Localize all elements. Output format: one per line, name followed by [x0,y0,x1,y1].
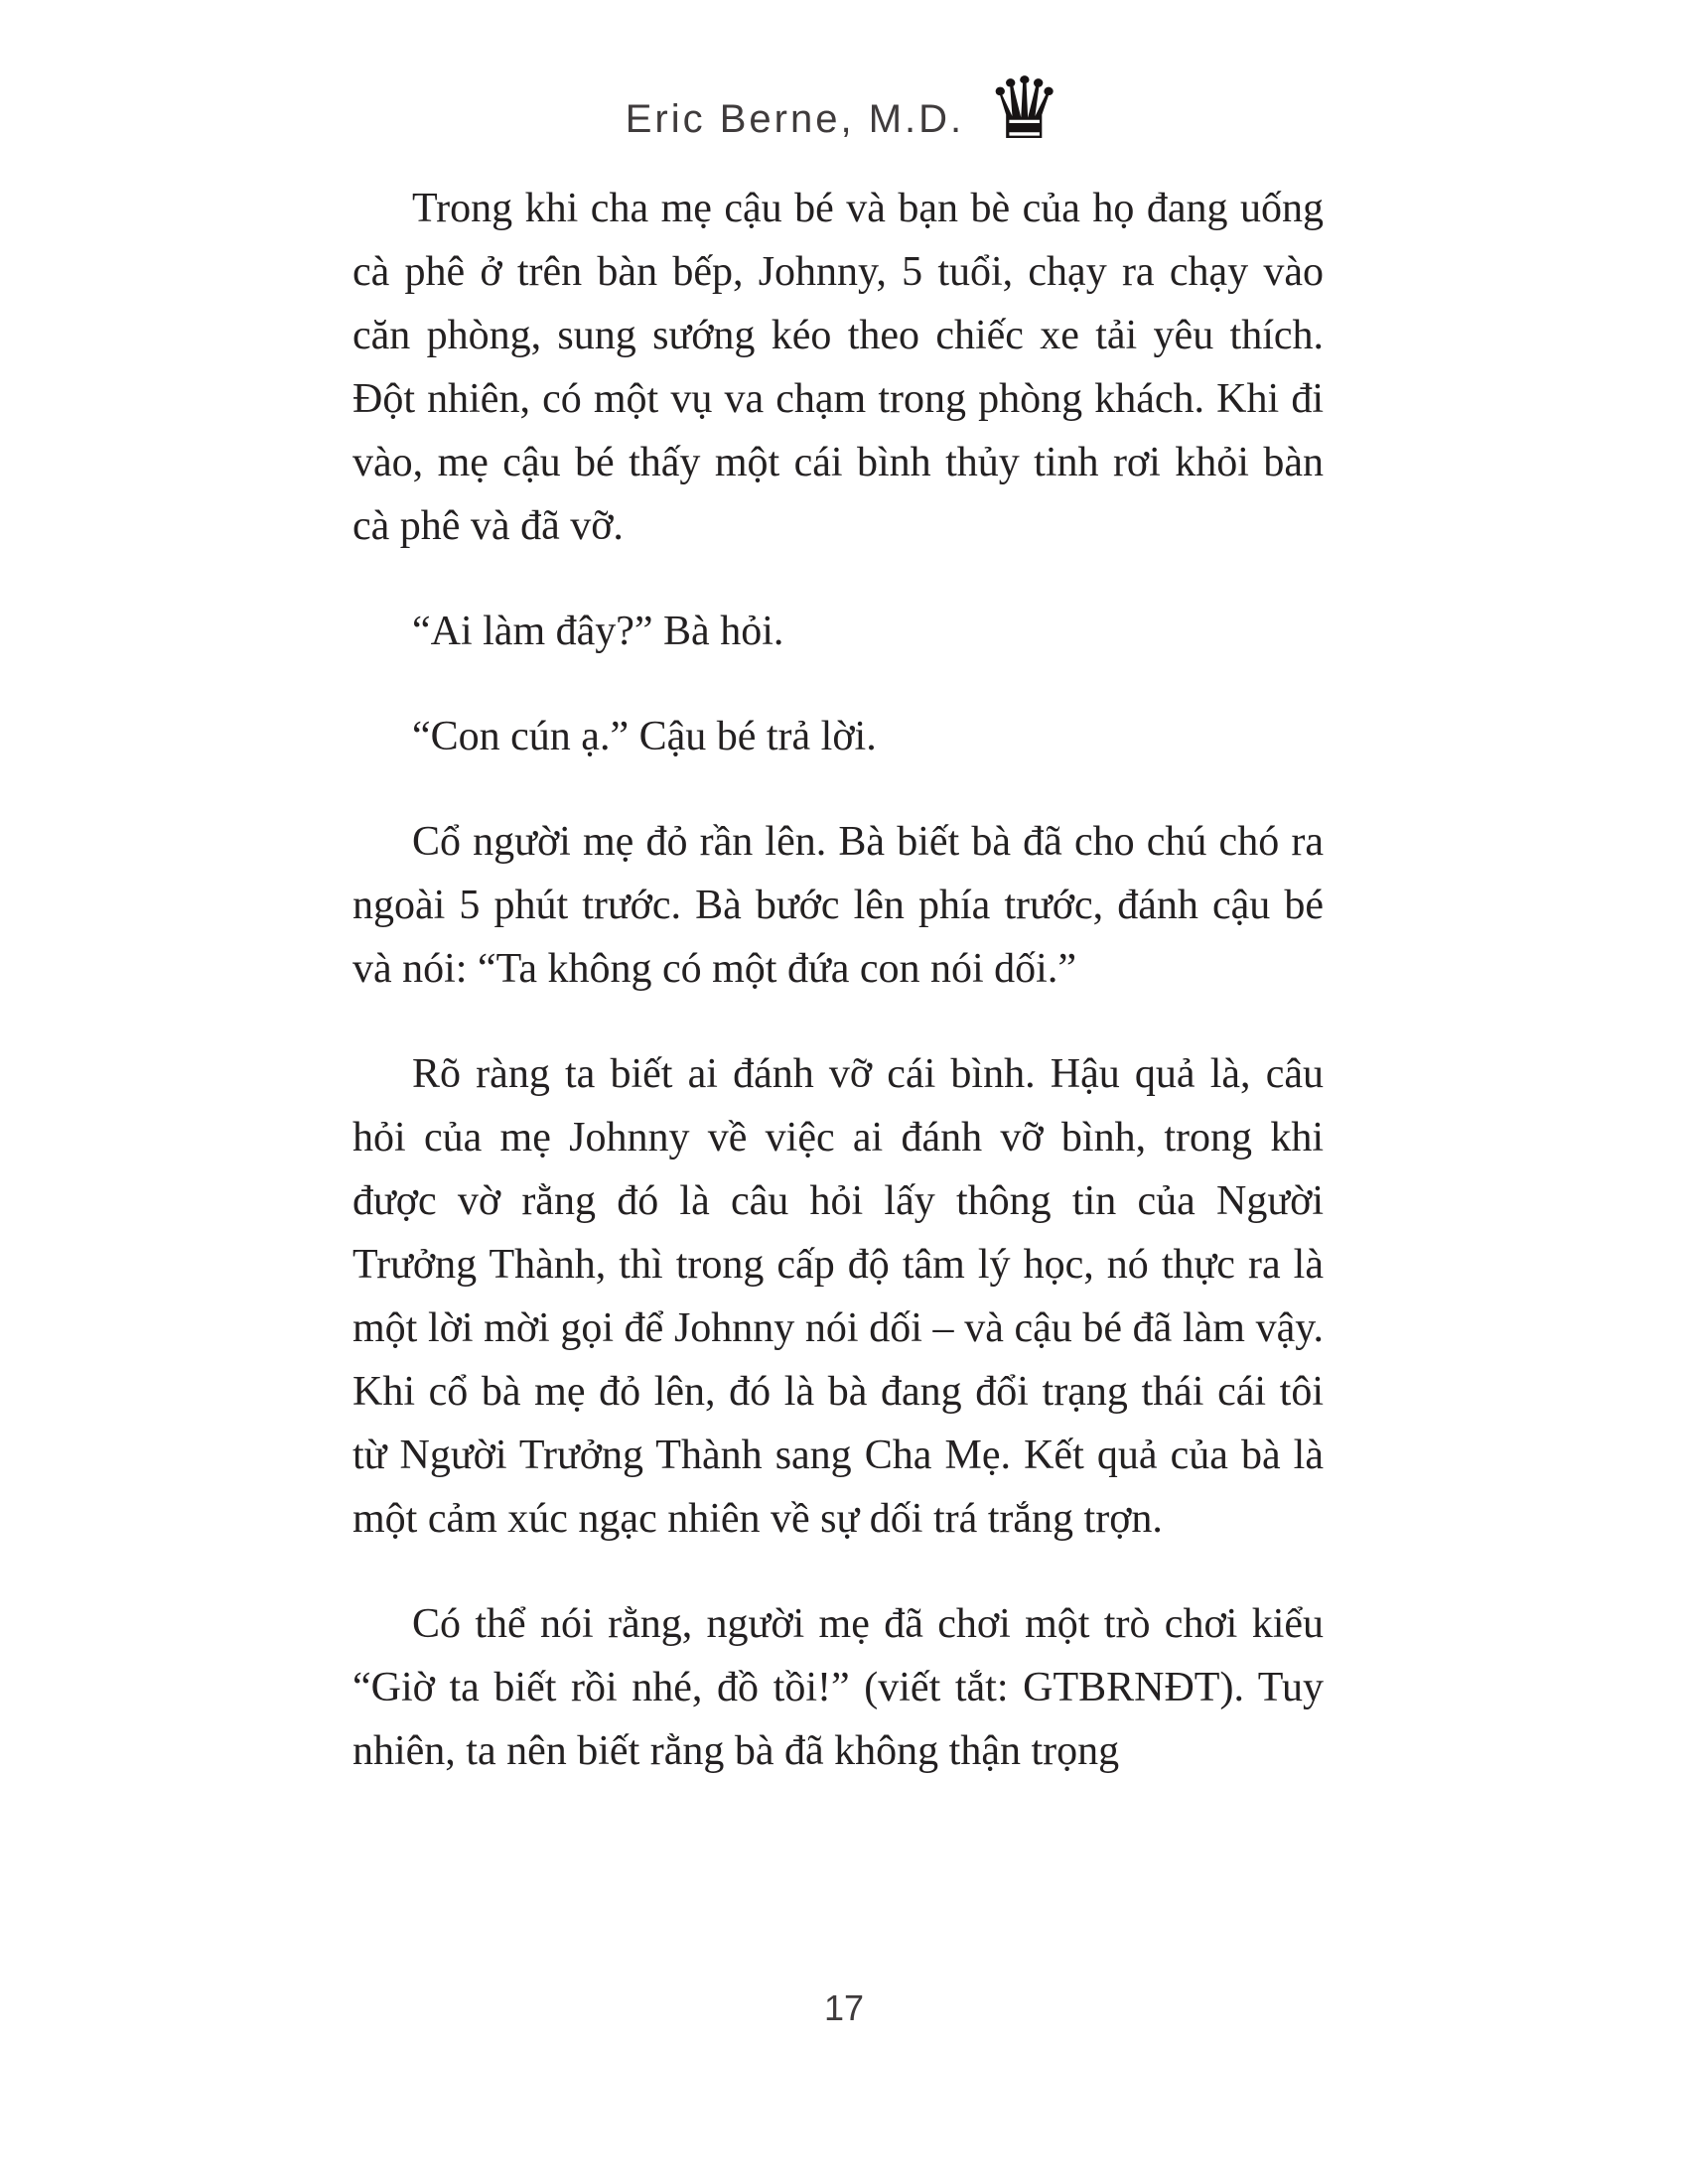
page-number: 17 [823,1987,865,2028]
page-header: Eric Berne, M.D. ♛ [625,60,1063,159]
author-name: Eric Berne, M.D. [625,97,965,141]
paragraph-narrative-intro: Trong khi cha mẹ cậu bé và bạn bè của họ đang uống cà phê ở trên bàn bếp, Johnny, 5 tuổi, chạy ra chạy vào căn phòng, sung sướng kéo theo chiếc xe tải yêu thích. Đột nhiên, có một vụ va chạm trong phòng khách. Khi đi vào, mẹ cậu bé thấy một cái bình thủy tinh rơi khỏi bàn cà phê và đã vỡ. [352,186,1324,549]
body-text [352,177,1324,1783]
paragraph-game-naming: Có thể nói rằng, người mẹ đã chơi một trò chơi kiểu “Giờ ta biết rồi nhé, đồ tồi!” (viết tắt: GTBRNĐT). Tuy nhiên, ta nên biết rằng bà đã không thận trọng [352,1601,1324,1774]
paragraph-mother-reaction: Cổ người mẹ đỏ rần lên. Bà biết bà đã cho chú chó ra ngoài 5 phút trước. Bà bước lên phía trước, đánh cậu bé và nói: “Ta không có một đứa con nói dối.” [352,819,1324,992]
paragraph-dialogue-boy: “Con cún ạ.” Cậu bé trả lời. [412,714,877,759]
paragraph-analysis: Rõ ràng ta biết ai đánh vỡ cái bình. Hậu quả là, câu hỏi của mẹ Johnny về việc ai đánh vỡ bình, trong khi được vờ rằng đó là câu hỏi lấy thông tin của Người Trưởng Thành, thì trong cấp độ tâm lý học, nó thực ra là một lời mời gọi để Johnny nói dối – và cậu bé đã làm vậy. Khi cổ bà mẹ đỏ lên, đó là bà đang đổi trạng thái cái tôi từ Người Trưởng Thành sang Cha Mẹ. Kết quả của bà là một cảm xúc ngạc nhiên về sự dối trá trắng trợn. [352,1051,1324,1542]
paragraph-dialogue-mother: “Ai làm đây?” Bà hỏi. [412,609,784,654]
